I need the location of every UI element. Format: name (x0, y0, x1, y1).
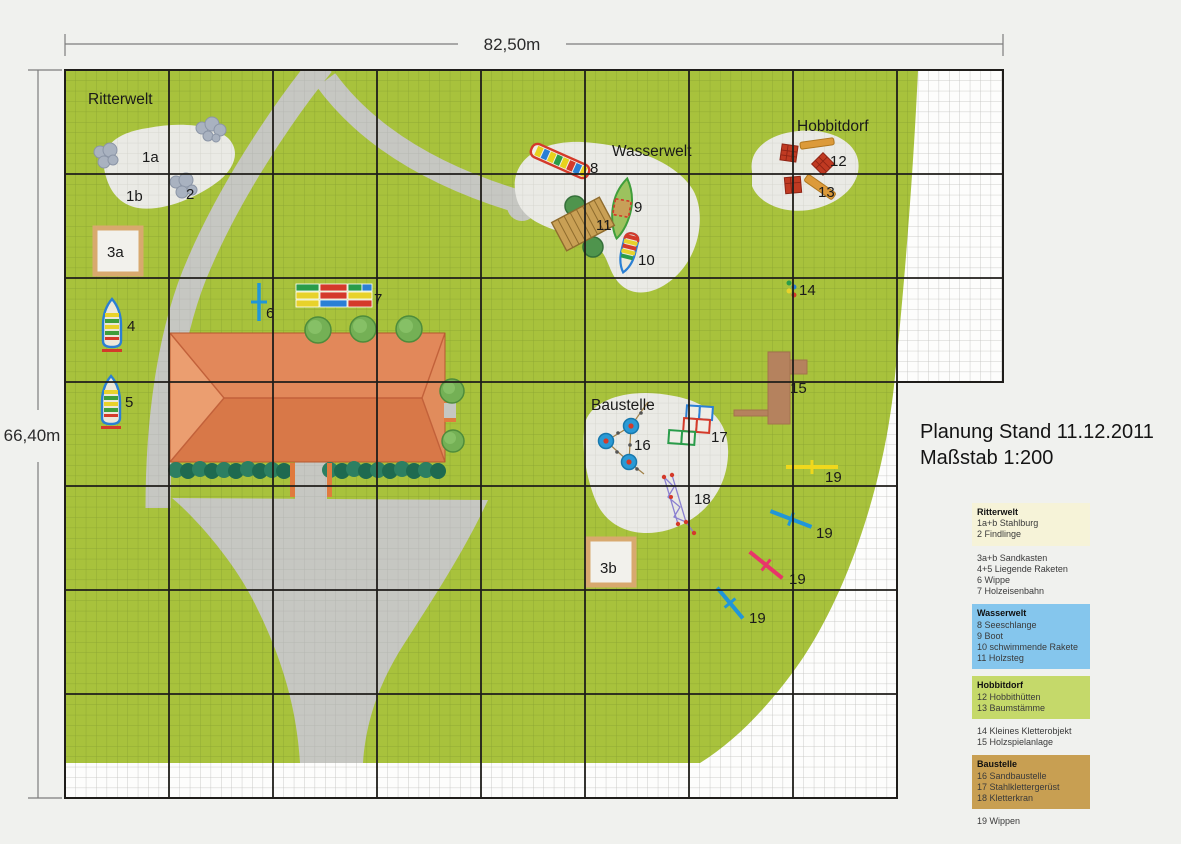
marker-label-10: 10 (638, 252, 655, 269)
marker-label-12: 12 (830, 153, 847, 170)
legend-item: 18 Kletterkran (977, 793, 1034, 804)
marker-label-19b: 19 (816, 525, 833, 542)
legend-title: Wasserwelt (977, 608, 1027, 619)
marker-label-6: 6 (266, 305, 275, 322)
legend-item: 2 Findlinge (977, 529, 1022, 540)
marker-label-19a: 19 (825, 469, 842, 486)
area-label-hobbitdorf: Hobbitdorf (797, 118, 869, 135)
marker-label-16: 16 (634, 437, 651, 454)
marker-label-1a: 1a (142, 149, 159, 166)
marker-label-4: 4 (127, 318, 136, 335)
marker-label-17: 17 (711, 429, 728, 446)
legend-item: 4+5 Liegende Raketen (977, 563, 1068, 574)
marker-label-5: 5 (125, 394, 134, 411)
item-wooden-train-7 (296, 284, 372, 307)
legend-group-plain-2 (972, 726, 1090, 748)
dimension-width-label: 82,50m (483, 35, 541, 54)
legend-group-baustelle (972, 755, 1090, 809)
marker-label-8: 8 (590, 160, 599, 177)
legend-item: 12 Hobbithütten (977, 691, 1041, 702)
legend-item: 8 Seeschlange (977, 619, 1037, 630)
plan-title-line1: Planung Stand 11.12.2011 (920, 421, 1154, 443)
marker-label-7: 7 (374, 291, 383, 308)
marker-label-19c: 19 (789, 571, 806, 588)
legend-group-hobbitdorf (972, 676, 1090, 719)
marker-label-1b: 1b (126, 188, 143, 205)
legend-title: Baustelle (977, 759, 1018, 770)
marker-label-9: 9 (634, 199, 643, 216)
legend-item: 10 schwimmende Rakete (977, 642, 1079, 653)
legend (972, 503, 1090, 834)
legend-item: 1a+b Stahlburg (977, 518, 1039, 529)
legend-title: Hobbitdorf (977, 680, 1023, 691)
legend-item: 7 Holzeisenbahn (977, 586, 1045, 597)
building (170, 333, 445, 462)
title-block (920, 419, 1154, 471)
legend-group-plain-3 (972, 816, 1090, 827)
area-label-ritterwelt: Ritterwelt (88, 91, 153, 108)
legend-item: 11 Holzsteg (977, 653, 1024, 664)
legend-title: Ritterwelt (977, 507, 1019, 517)
marker-label-14: 14 (799, 282, 816, 299)
legend-item: 16 Sandbaustelle (977, 770, 1047, 781)
marker-label-3b: 3b (600, 560, 617, 577)
legend-item: 6 Wippe (977, 575, 1011, 586)
legend-group-ritterwelt (972, 503, 1090, 546)
legend-item: 15 Holzspielanlage (977, 737, 1054, 748)
marker-label-18: 18 (694, 491, 711, 508)
marker-label-19d: 19 (749, 610, 766, 627)
marker-label-3a: 3a (107, 244, 124, 261)
legend-item: 9 Boot (977, 630, 1004, 641)
legend-item: 19 Wippen (977, 816, 1021, 827)
area-label-baustelle: Baustelle (591, 397, 655, 414)
marker-label-13: 13 (818, 184, 835, 201)
dimension-height-label: 66,40m (3, 426, 61, 445)
legend-item: 13 Baumstämme (977, 702, 1046, 713)
marker-label-15: 15 (790, 380, 807, 397)
legend-group-wasserwelt (972, 604, 1090, 669)
legend-item: 3a+b Sandkasten (977, 552, 1048, 563)
legend-item: 17 Stahlklettergerüst (977, 781, 1060, 792)
area-label-wasserwelt: Wasserwelt (612, 143, 692, 160)
legend-group-plain-1 (972, 553, 1090, 598)
marker-label-11: 11 (596, 217, 612, 234)
legend-item: 14 Kleines Kletterobjekt (977, 726, 1072, 737)
plan-title-line2: Maßstab 1:200 (920, 447, 1054, 469)
marker-label-2: 2 (186, 186, 195, 203)
